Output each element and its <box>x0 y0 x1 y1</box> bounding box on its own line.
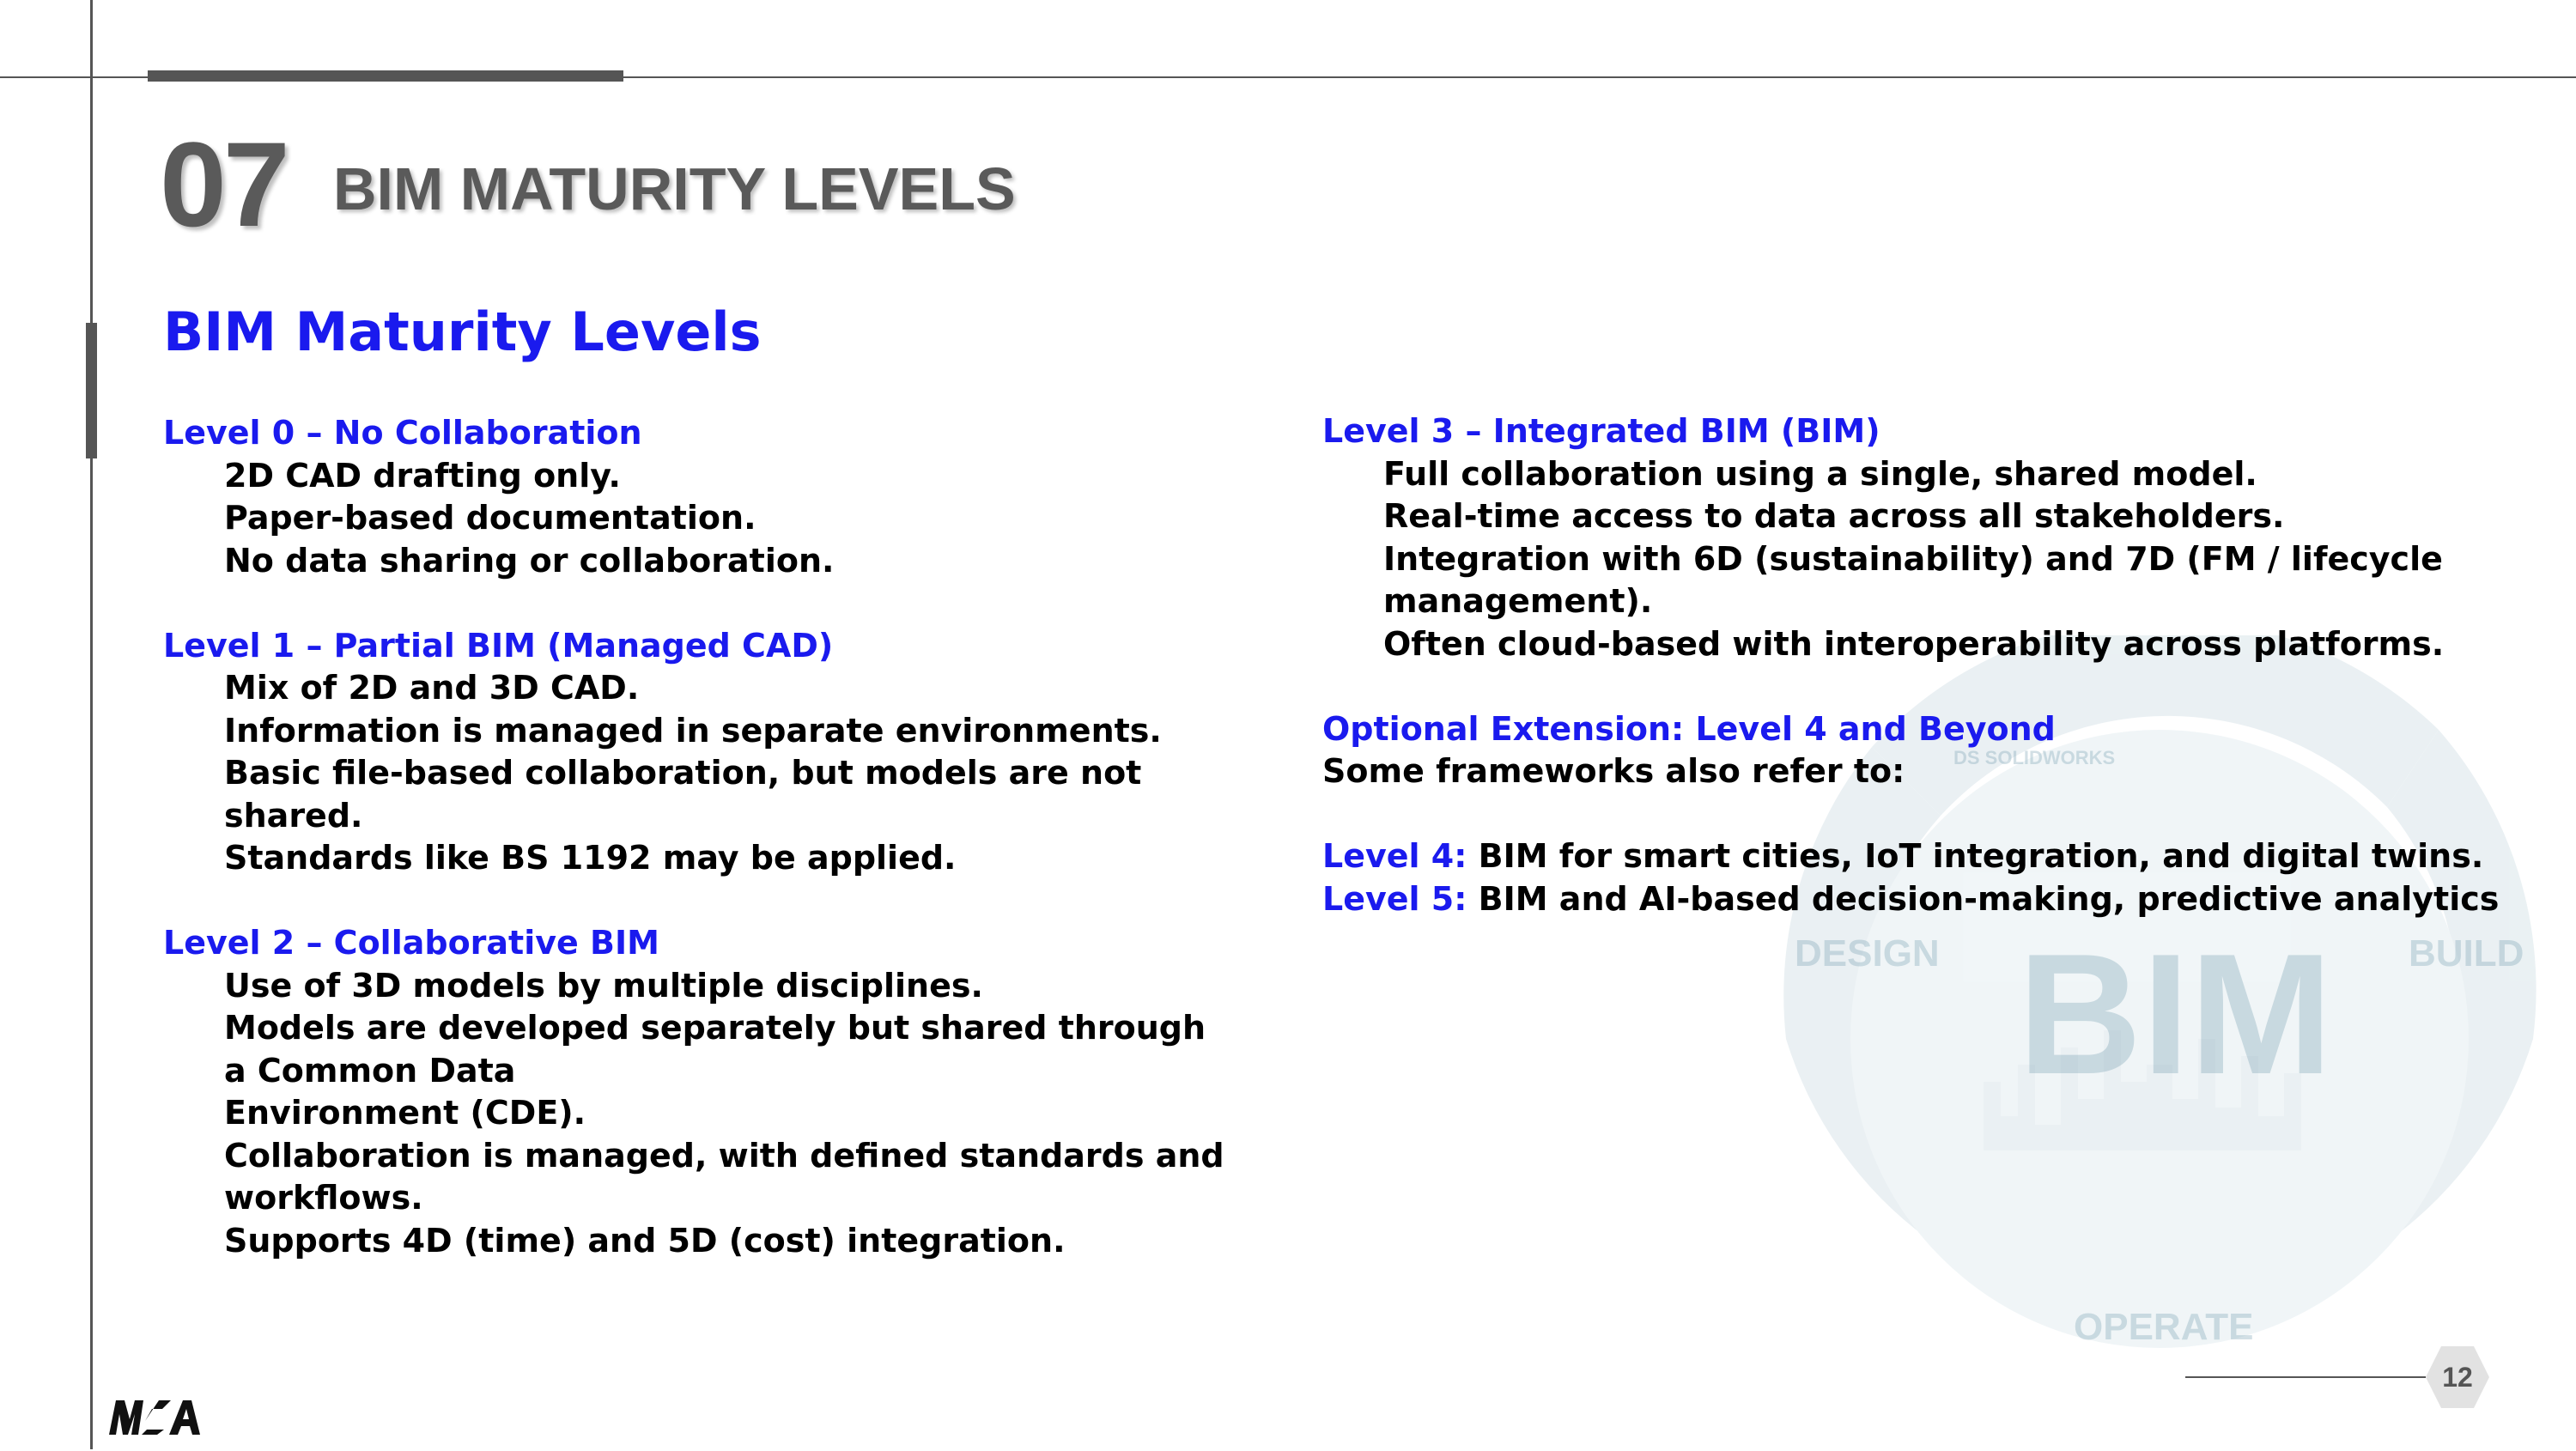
list-item: Basic file-based collaboration, but models are not shared. <box>224 754 1142 835</box>
list-item: Standards like BS 1192 may be applied. <box>224 839 957 877</box>
list-item: workflows. <box>224 1179 423 1217</box>
list-item: a Common Data <box>224 1051 516 1090</box>
level-4-label: Level 4: <box>1322 837 1467 875</box>
msa-logo <box>107 1395 202 1438</box>
watermark-brand-label: DS SOLIDWORKS <box>1953 747 2116 768</box>
list-item: Collaboration is managed, with defined standards and <box>224 1136 1224 1175</box>
left-accent-bar <box>86 323 97 458</box>
list-item: Use of 3D models by multiple disciplines. <box>224 966 983 1005</box>
section-title: BIM MATURITY LEVELS <box>333 155 1016 222</box>
right-column <box>1322 410 2524 920</box>
list-item: Often cloud-based with interoperability across platforms. <box>1383 624 2445 663</box>
top-accent-bar <box>148 70 623 82</box>
left-rule <box>90 0 93 1449</box>
list-item: Real-time access to data across all stakeholders. <box>1383 497 2285 535</box>
watermark-build-label: BUILD <box>2409 932 2524 974</box>
level-5-text: BIM and AI-based decision-making, predictive analytics <box>1467 879 2500 918</box>
level-2-title: Level 2 – Collaborative BIM <box>163 924 659 962</box>
list-item: Paper-based documentation. <box>224 499 756 537</box>
list-item: 2D CAD drafting only. <box>224 456 621 495</box>
level-0-title: Level 0 – No Collaboration <box>163 414 642 452</box>
page-heading: BIM Maturity Levels <box>163 301 762 363</box>
list-item: Supports 4D (time) and 5D (cost) integration. <box>224 1221 1066 1260</box>
watermark-bim-label: BIM <box>2018 919 2333 1110</box>
list-item: Integration with 6D (sustainability) and 7D (FM / lifecycle <box>1383 539 2443 578</box>
watermark-design-label: DESIGN <box>1795 932 1940 974</box>
extension-intro: Some frameworks also refer to: <box>1322 752 1905 790</box>
list-item: Environment (CDE). <box>224 1094 586 1132</box>
level-1-title: Level 1 – Partial BIM (Managed CAD) <box>163 626 834 665</box>
level-4-text: BIM for smart cities, IoT integration, and digital twins. <box>1467 837 2484 875</box>
level-5-label: Level 5: <box>1322 879 1467 918</box>
page-number: 12 <box>2442 1362 2473 1393</box>
footer-rule <box>2185 1376 2426 1378</box>
list-item: Mix of 2D and 3D CAD. <box>224 669 640 707</box>
list-item: No data sharing or collaboration. <box>224 541 835 580</box>
level-4-line <box>1322 835 2524 878</box>
list-item: management). <box>1383 582 1653 620</box>
level-5-line <box>1322 878 2524 921</box>
level-3-title: Level 3 – Integrated BIM (BIM) <box>1322 412 1880 450</box>
list-item: Full collaboration using a single, shared model. <box>1383 454 2257 493</box>
watermark-operate-label: OPERATE <box>2074 1306 2254 1348</box>
left-column <box>163 412 1279 1262</box>
extension-title: Optional Extension: Level 4 and Beyond <box>1322 709 2056 748</box>
section-number: 07 <box>160 117 287 252</box>
list-item: Models are developed separately but shared through <box>224 1009 1206 1047</box>
list-item: Information is managed in separate environments. <box>224 711 1162 750</box>
